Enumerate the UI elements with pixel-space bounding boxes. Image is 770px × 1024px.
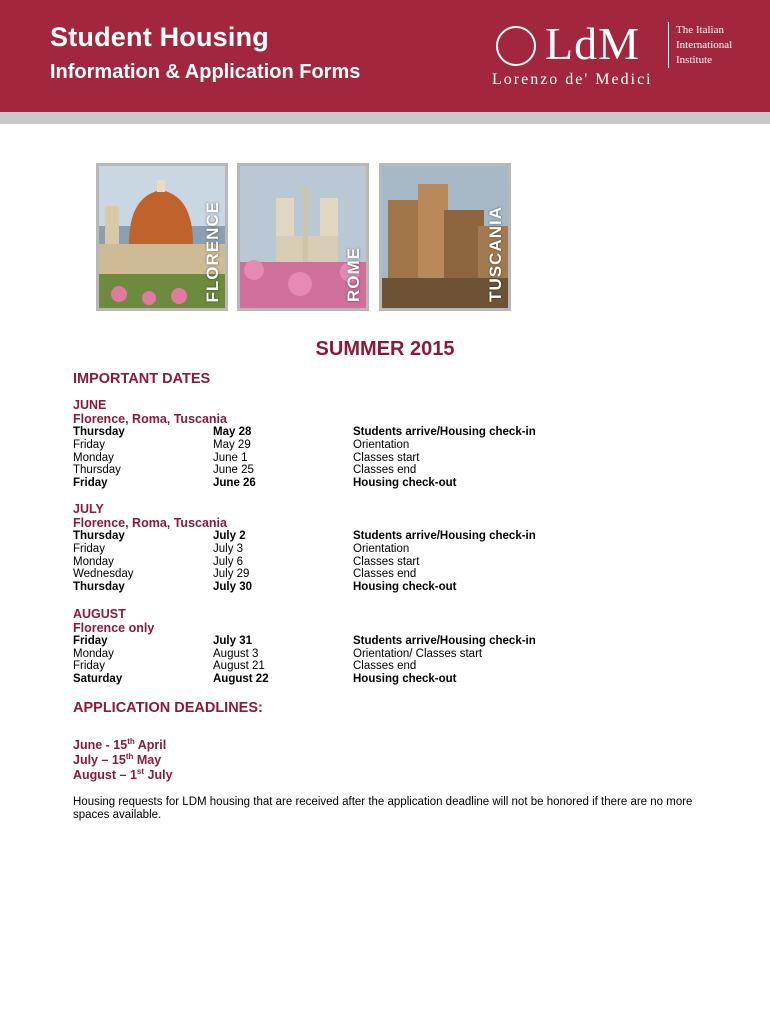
date: August 22: [213, 673, 269, 685]
date: June 26: [213, 477, 256, 489]
deadline-session: June - 15: [73, 738, 128, 753]
day: Monday: [73, 648, 114, 660]
day: Friday: [73, 439, 105, 451]
deadline-month: April: [134, 738, 167, 753]
date: July 30: [213, 581, 252, 593]
deadline-month: May: [133, 753, 162, 768]
event: Classes end: [353, 464, 417, 476]
event: Students arrive/Housing check-in: [353, 635, 536, 647]
deadline-item: [73, 767, 173, 782]
date: May 28: [213, 426, 252, 438]
housing-note: Housing requests for LDM housing that are received after the application deadline will not be honored if there are no more spaces available.: [73, 796, 693, 821]
institute-line: International: [676, 39, 733, 51]
session-locations: Florence, Roma, Tuscania: [73, 412, 227, 426]
date-row: [73, 426, 693, 439]
photo-label: TUSCANIA: [486, 206, 505, 302]
session-month: AUGUST: [73, 607, 126, 621]
date: July 2: [213, 530, 246, 542]
deadline-session: July – 15: [73, 753, 126, 768]
logo-divider: [668, 22, 669, 68]
ordinal-suffix: st: [136, 767, 145, 776]
ordinal-suffix: th: [127, 737, 135, 746]
date: July 3: [213, 543, 244, 555]
date-row: [73, 464, 693, 477]
date-row: [73, 660, 693, 673]
medici-seal-icon: [496, 26, 536, 66]
session-locations: Florence, Roma, Tuscania: [73, 516, 227, 530]
deadline-session: August – 1: [73, 768, 137, 783]
day: Thursday: [73, 581, 125, 593]
date-row: [73, 581, 693, 594]
session-month: JULY: [73, 502, 104, 516]
date-row: [73, 543, 693, 556]
event: Housing check-out: [353, 477, 457, 489]
day: Monday: [73, 452, 114, 464]
photo-tuscania: [379, 163, 511, 311]
event: Orientation: [353, 439, 410, 451]
session-locations: Florence only: [73, 621, 155, 635]
day: Wednesday: [73, 568, 134, 580]
institute-line: The Italian: [676, 24, 724, 36]
deadline-item: [73, 737, 166, 752]
logo-institute: [676, 23, 732, 68]
application-deadlines-heading: APPLICATION DEADLINES:: [73, 700, 263, 716]
institute-line: Institute: [676, 54, 713, 66]
day: Saturday: [73, 673, 123, 685]
event: Orientation/ Classes start: [353, 648, 483, 660]
date: July 6: [213, 556, 244, 568]
event: Housing check-out: [353, 673, 457, 685]
event: Housing check-out: [353, 581, 457, 593]
date: August 3: [213, 648, 259, 660]
date-row: [73, 568, 693, 581]
event: Classes end: [353, 660, 417, 672]
school-name: Lorenzo de' Medici: [492, 71, 653, 88]
date: May 29: [213, 439, 251, 451]
day: Friday: [73, 660, 105, 672]
day: Friday: [73, 635, 108, 647]
header-title: Student Housing: [50, 22, 269, 52]
date: July 31: [213, 635, 252, 647]
event: Orientation: [353, 543, 410, 555]
ordinal-suffix: th: [125, 752, 134, 761]
event: Classes start: [353, 452, 420, 464]
date: July 29: [213, 568, 250, 580]
page-title: SUMMER 2015: [315, 338, 455, 360]
event: Classes end: [353, 568, 417, 580]
day: Thursday: [73, 530, 125, 542]
important-dates-heading: IMPORTANT DATES: [73, 371, 211, 387]
day: Thursday: [73, 464, 121, 476]
photo-label: FLORENCE: [203, 200, 222, 302]
date: August 21: [213, 660, 265, 672]
day: Thursday: [73, 426, 125, 438]
event: Students arrive/Housing check-in: [353, 530, 536, 542]
date-row: [73, 635, 693, 648]
date-row: [73, 530, 693, 543]
photo-rome: [237, 163, 369, 311]
date-row: [73, 439, 693, 452]
day: Friday: [73, 477, 108, 489]
header-divider-bar: [0, 112, 770, 124]
photo-florence: [96, 163, 228, 311]
deadline-item: [73, 752, 161, 767]
date-row: [73, 477, 693, 490]
day: Monday: [73, 556, 114, 568]
day: Friday: [73, 543, 105, 555]
event: Classes start: [353, 556, 420, 568]
event: Students arrive/Housing check-in: [353, 426, 536, 438]
date-row: [73, 673, 693, 686]
header-banner: [0, 0, 770, 112]
date: June 25: [213, 464, 254, 476]
header-subtitle: Information & Application Forms: [50, 61, 361, 83]
session-month: JUNE: [73, 398, 107, 412]
photo-label: ROME: [344, 247, 363, 302]
deadline-month: July: [144, 768, 173, 783]
logo-mark: LdM: [545, 18, 640, 69]
date: June 1: [213, 452, 248, 464]
